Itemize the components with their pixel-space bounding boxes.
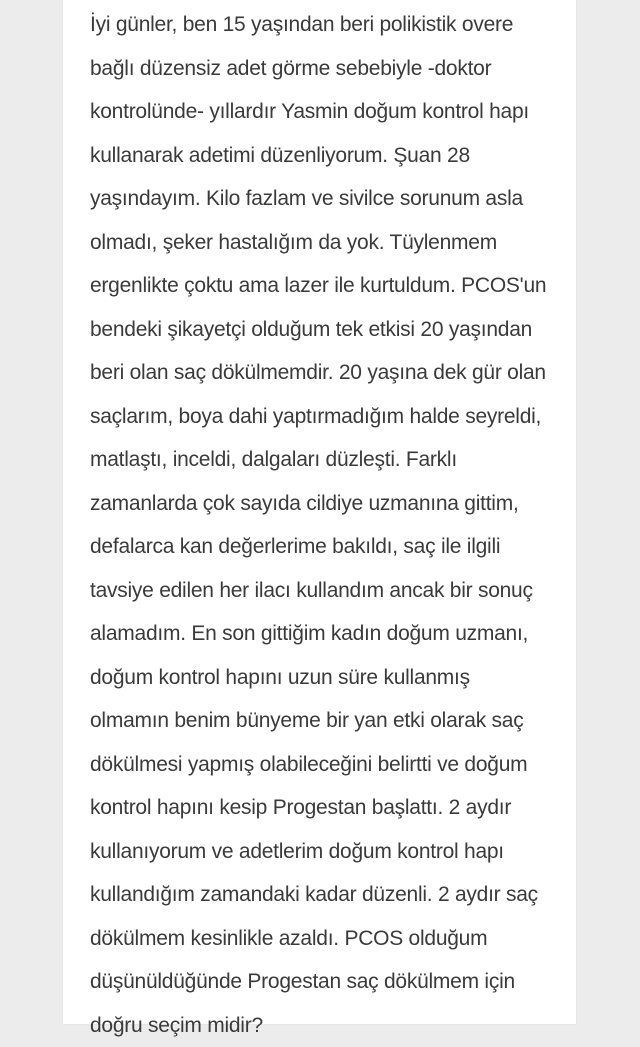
question-body [90,3,570,1047]
text-line: kullanarak adetimi düzenliyorum. Şuan 28 [90,134,570,178]
text-line: dökülmem kesinlikle azaldı. PCOS olduğum [90,917,570,961]
content-card [63,0,576,1024]
text-line: bendeki şikayetçi olduğum tek etkisi 20 yaşından [90,308,570,352]
text-line: doğru seçim midir? [90,1004,570,1047]
text-line: kontrol hapını kesip Progestan başlattı. 2 aydır [90,786,570,830]
text-line: zamanlarda çok sayıda cildiye uzmanına gittim, [90,482,570,526]
text-line: olmadı, şeker hastalığım da yok. Tüylenmem [90,221,570,265]
text-line: beri olan saç dökülmemdir. 20 yaşına dek gür olan [90,351,570,395]
text-line: defalarca kan değerlerime bakıldı, saç ile ilgili [90,525,570,569]
text-line: ergenlikte çoktu ama lazer ile kurtuldum. PCOS'un [90,264,570,308]
text-line: bağlı düzensiz adet görme sebebiyle -doktor [90,47,570,91]
text-line: doğum kontrol hapını uzun süre kullanmış [90,656,570,700]
text-line: kontrolünde- yıllardır Yasmin doğum kontrol hapı [90,90,570,134]
text-line: alamadım. En son gittiğim kadın doğum uzmanı, [90,612,570,656]
text-line: İyi günler, ben 15 yaşından beri polikistik overe [90,3,570,47]
text-line: saçlarım, boya dahi yaptırmadığım halde seyreldi, [90,395,570,439]
text-line: matlaştı, inceldi, dalgaları düzleşti. Farklı [90,438,570,482]
text-line: yaşındayım. Kilo fazlam ve sivilce sorunum asla [90,177,570,221]
text-line: kullanıyorum ve adetlerim doğum kontrol hapı [90,830,570,874]
text-line: dökülmesi yapmış olabileceğini belirtti ve doğum [90,743,570,787]
text-line: tavsiye edilen her ilacı kullandım ancak bir sonuç [90,569,570,613]
text-line: kullandığım zamandaki kadar düzenli. 2 aydır saç [90,873,570,917]
text-line: düşünüldüğünde Progestan saç dökülmem için [90,960,570,1004]
text-line: olmamın benim bünyeme bir yan etki olarak saç [90,699,570,743]
